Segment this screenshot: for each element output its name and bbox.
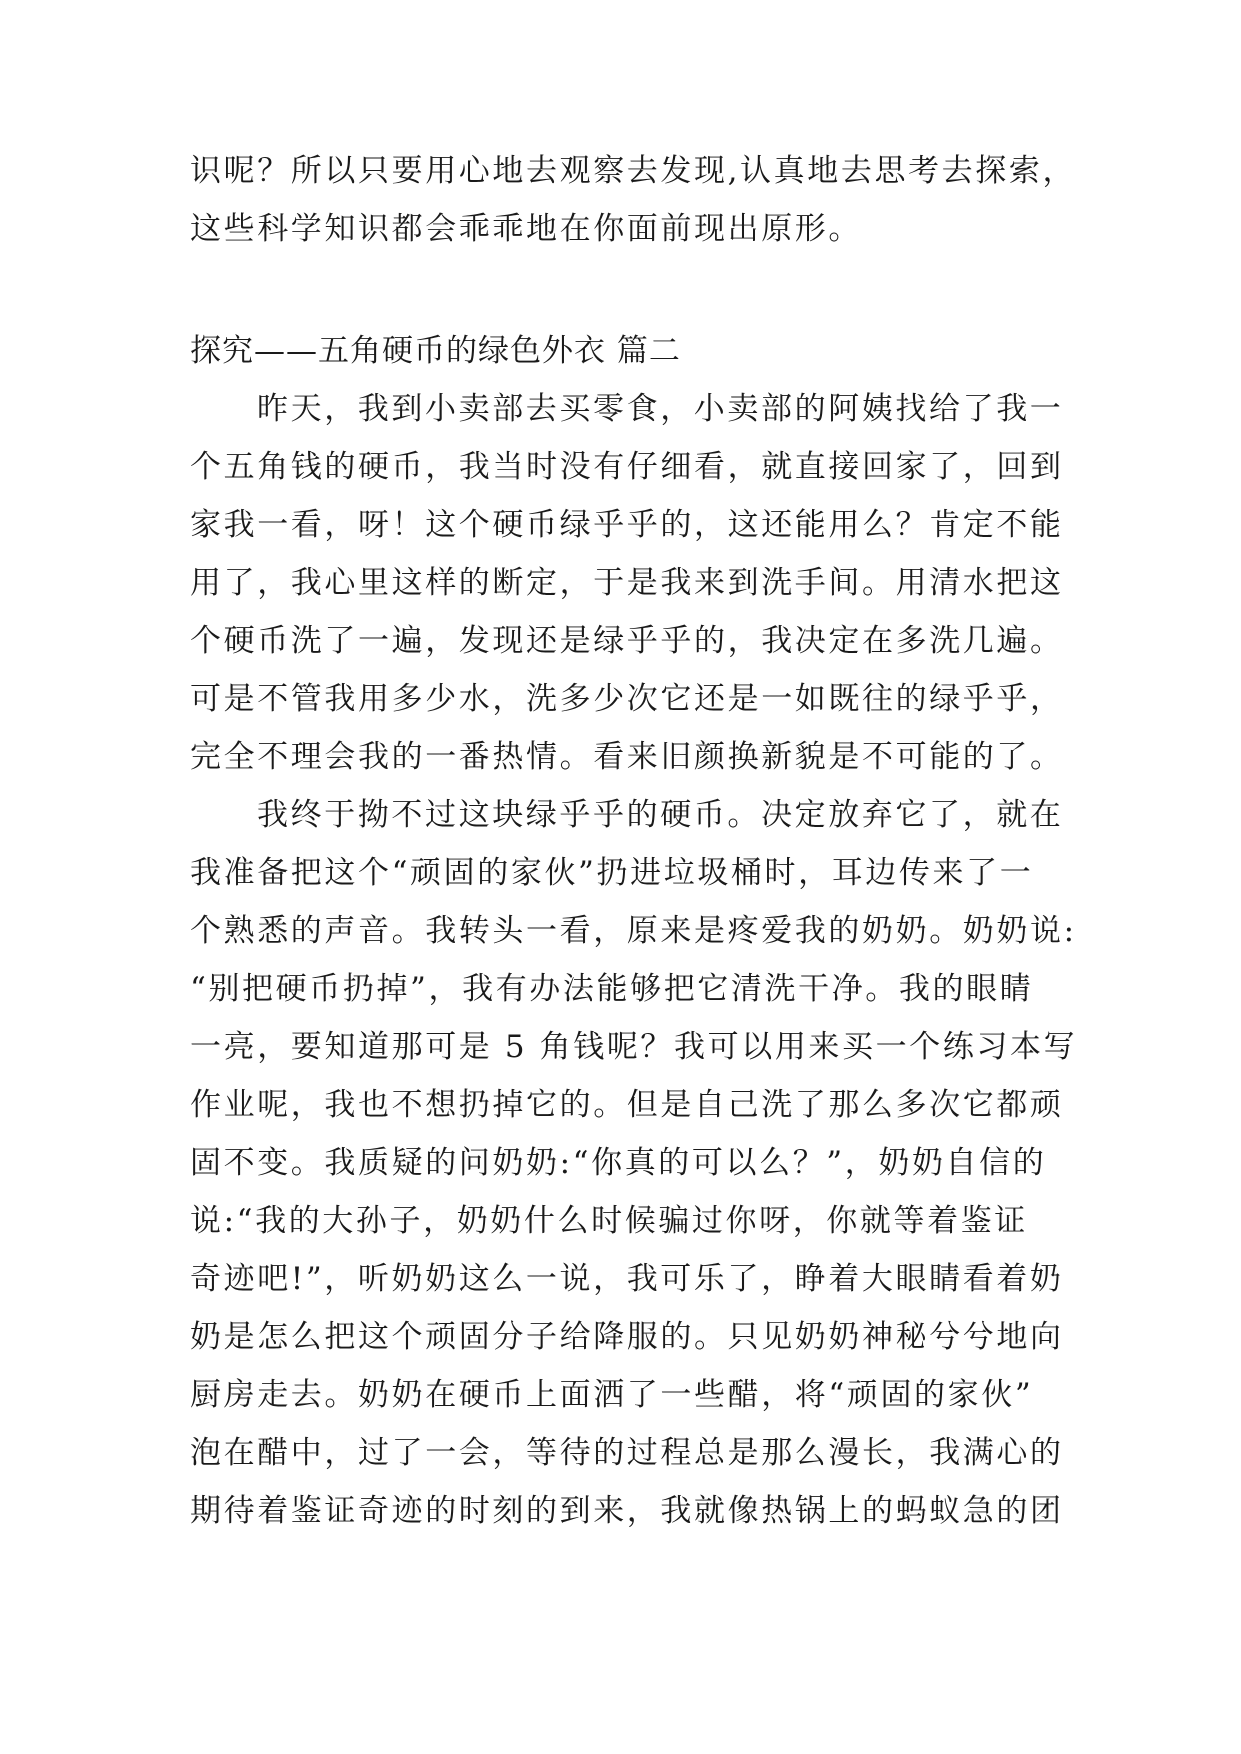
text-line: 我终于拗不过这块绿乎乎的硬币。决定放弃它了，就在 xyxy=(257,797,1064,833)
text-line: 期待着鉴证奇迹的时刻的到来，我就像热锅上的蚂蚁急的团 xyxy=(190,1493,1064,1529)
text-line: 个熟悉的声音。我转头一看，原来是疼爱我的奶奶。奶奶说: xyxy=(190,913,1077,949)
text-line: 识呢？所以只要用心地去观察去发现,认真地去思考去探索， xyxy=(190,153,1077,189)
text-line: 我准备把这个“顽固的家伙”扔进垃圾桶时，耳边传来了一 xyxy=(190,855,1034,891)
text-line: “别把硬币扔掉”，我有办法能够把它清洗干净。我的眼睛 xyxy=(190,971,1034,1007)
text-line: 作业呢，我也不想扔掉它的。但是自己洗了那么多次它都顽 xyxy=(190,1087,1064,1123)
section-heading: 探究——五角硬币的绿色外衣 篇二 xyxy=(190,333,681,369)
text-line: 个硬币洗了一遍，发现还是绿乎乎的，我决定在多洗几遍。 xyxy=(190,623,1064,659)
text-line: 家我一看，呀！这个硬币绿乎乎的，这还能用么？肯定不能 xyxy=(190,507,1064,543)
text-line: 一亮，要知道那可是 5 角钱呢？我可以用来买一个练习本写 xyxy=(190,1029,1078,1065)
text-line: 厨房走去。奶奶在硬币上面洒了一些醋，将“顽固的家伙” xyxy=(190,1377,1034,1413)
text-line: 奶是怎么把这个顽固分子给降服的。只见奶奶神秘兮兮地向 xyxy=(190,1319,1064,1355)
text-line: 用了，我心里这样的断定，于是我来到洗手间。用清水把这 xyxy=(190,565,1064,601)
text-line: 可是不管我用多少水，洗多少次它还是一如既往的绿乎乎， xyxy=(190,681,1064,717)
text-line: 这些科学知识都会乖乖地在你面前现出原形。 xyxy=(190,211,862,247)
text-line: 说:“我的大孙子，奶奶什么时候骗过你呀，你就等着鉴证 xyxy=(190,1203,1028,1239)
text-line: 个五角钱的硬币，我当时没有仔细看，就直接回家了，回到 xyxy=(190,449,1064,485)
text-line: 固不变。我质疑的问奶奶:“你真的可以么？”，奶奶自信的 xyxy=(190,1145,1047,1181)
text-line: 泡在醋中，过了一会，等待的过程总是那么漫长，我满心的 xyxy=(190,1435,1064,1471)
text-line: 昨天，我到小卖部去买零食，小卖部的阿姨找给了我一 xyxy=(257,391,1064,427)
text-line: 奇迹吧!”，听奶奶这么一说，我可乐了，睁着大眼睛看着奶 xyxy=(190,1261,1064,1297)
text-line: 完全不理会我的一番热情。看来旧颜换新貌是不可能的了。 xyxy=(190,739,1064,775)
